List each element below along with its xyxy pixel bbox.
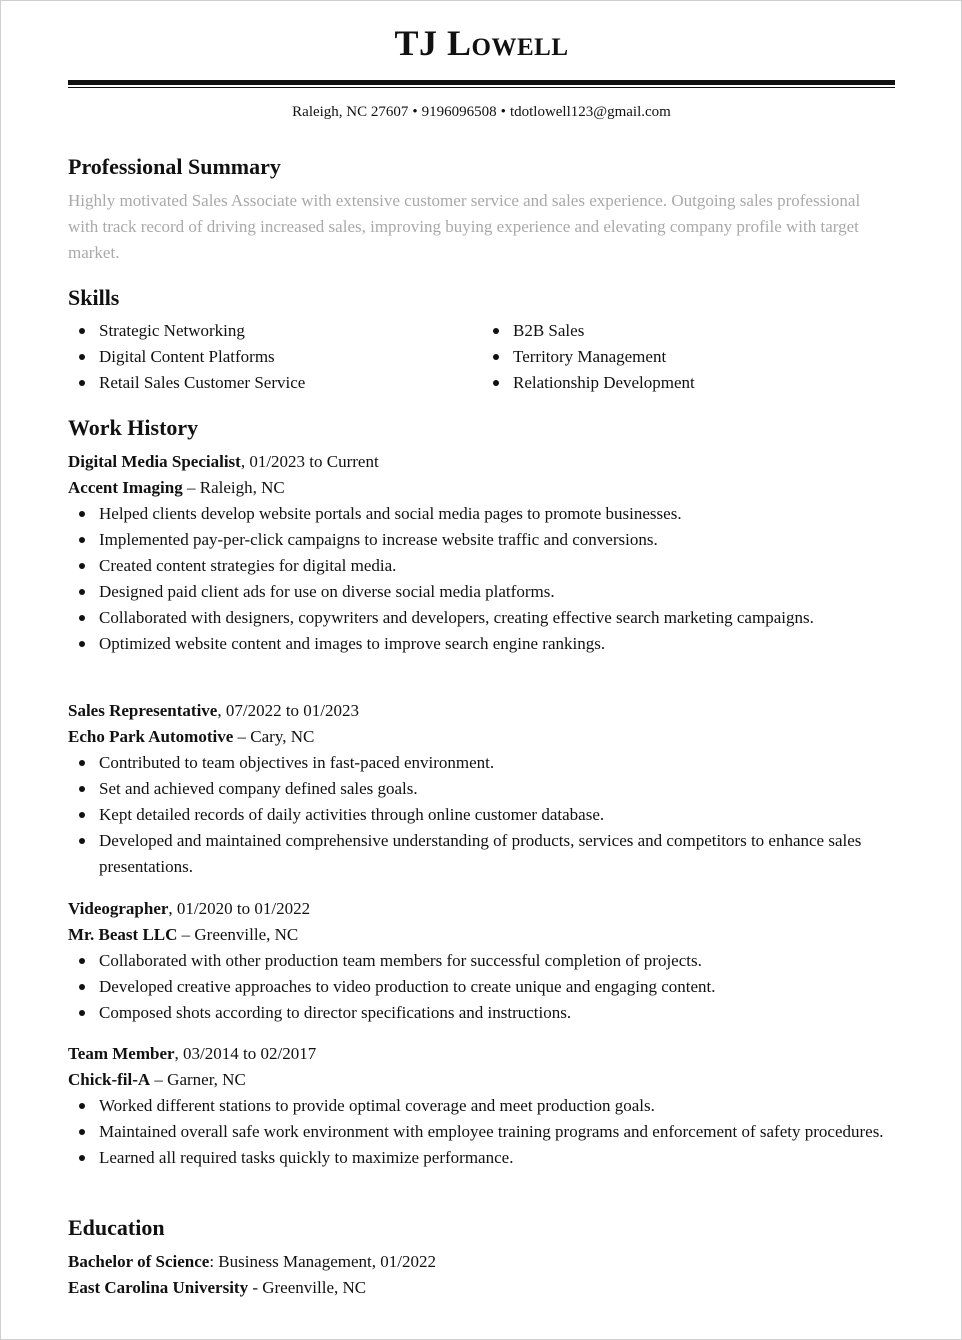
job-bullet: Created content strategies for digital media.	[68, 553, 895, 579]
job-entry	[68, 1041, 895, 1171]
job-title-line	[68, 1041, 895, 1067]
skills-heading: Skills	[68, 285, 120, 310]
job-company: Chick-fil-A	[68, 1070, 151, 1089]
job-bullet: Collaborated with other production team members for successful completion of projects.	[68, 948, 895, 974]
skill-item: B2B Sales	[482, 318, 695, 344]
skill-item: Strategic Networking	[68, 318, 305, 344]
job-bullet: Maintained overall safe work environment with employee training programs and enforcement of safety procedures.	[68, 1119, 926, 1145]
job-bullet: Composed shots according to director specifications and instructions.	[68, 1000, 895, 1026]
job-company: Accent Imaging	[68, 478, 183, 497]
header-divider-thin	[68, 87, 895, 88]
education-school: East Carolina University	[68, 1278, 249, 1297]
job-company: Echo Park Automotive	[68, 727, 234, 746]
job-title: Digital Media Specialist	[68, 452, 241, 471]
job-entry	[68, 698, 895, 880]
education-entry	[68, 1249, 895, 1301]
job-company: Mr. Beast LLC	[68, 925, 178, 944]
job-bullet: Worked different stations to provide optimal coverage and meet production goals.	[68, 1093, 895, 1119]
education-degree-detail: : Business Management, 01/2022	[209, 1252, 436, 1271]
contact-separator: •	[412, 104, 418, 120]
job-dates: , 03/2014 to 02/2017	[174, 1044, 317, 1063]
candidate-name: TJ Lowell	[394, 23, 569, 63]
job-bullets	[68, 501, 895, 657]
education-school-location: - Greenville, NC	[248, 1278, 367, 1297]
job-bullets	[68, 948, 895, 1026]
job-title: Team Member	[68, 1044, 175, 1063]
skill-item: Relationship Development	[482, 370, 695, 396]
skill-item: Territory Management	[482, 344, 695, 370]
skill-item: Retail Sales Customer Service	[68, 370, 305, 396]
skills-column-right	[482, 318, 695, 396]
job-bullet: Set and achieved company defined sales goals.	[68, 776, 895, 802]
education-heading: Education	[68, 1215, 165, 1240]
job-location: – Garner, NC	[150, 1070, 246, 1089]
job-bullet: Developed creative approaches to video production to create unique and engaging content.	[68, 974, 895, 1000]
job-bullet: Learned all required tasks quickly to maximize performance.	[68, 1145, 895, 1171]
job-dates: , 01/2023 to Current	[240, 452, 379, 471]
job-location: – Raleigh, NC	[182, 478, 285, 497]
job-title-line	[68, 698, 895, 724]
contact-phone: 9196096508	[421, 104, 497, 120]
job-bullet: Kept detailed records of daily activities through online customer database.	[68, 802, 895, 828]
job-title: Videographer	[68, 899, 169, 918]
job-dates: , 01/2020 to 01/2022	[168, 899, 311, 918]
job-dates: , 07/2022 to 01/2023	[217, 701, 360, 720]
job-bullets	[68, 1093, 895, 1171]
job-title: Sales Representative	[68, 701, 218, 720]
header-divider-thick	[68, 80, 895, 85]
job-entry	[68, 449, 895, 657]
job-bullet: Developed and maintained comprehensive understanding of products, services and competitors to enhance sales presentations.	[68, 828, 899, 880]
job-bullets	[68, 750, 895, 880]
education-degree: Bachelor of Science	[68, 1252, 210, 1271]
job-bullet: Designed paid client ads for use on diverse social media platforms.	[68, 579, 895, 605]
job-bullet: Collaborated with designers, copywriters and developers, creating effective search marketing campaigns.	[68, 605, 879, 631]
contact-line	[68, 102, 895, 122]
contact-separator: •	[500, 104, 506, 120]
contact-email: tdotlowell123@gmail.com	[509, 104, 671, 120]
job-location: – Cary, NC	[233, 727, 315, 746]
job-title-line	[68, 896, 895, 922]
education-school-line	[68, 1275, 895, 1301]
job-company-line	[68, 922, 895, 948]
job-bullet: Optimized website content and images to improve search engine rankings.	[68, 631, 895, 657]
job-company-line	[68, 1067, 895, 1093]
job-company-line	[68, 724, 895, 750]
summary-heading: Professional Summary	[68, 154, 281, 179]
job-bullet: Helped clients develop website portals and social media pages to promote businesses.	[68, 501, 895, 527]
job-entry	[68, 896, 895, 1026]
job-bullet: Contributed to team objectives in fast-paced environment.	[68, 750, 895, 776]
skill-item: Digital Content Platforms	[68, 344, 305, 370]
education-degree-line	[68, 1249, 895, 1275]
work-history-heading: Work History	[68, 415, 199, 440]
job-title-line	[68, 449, 895, 475]
job-company-line	[68, 475, 895, 501]
skills-column-left	[68, 318, 305, 396]
contact-location: Raleigh, NC 27607	[292, 104, 409, 120]
summary-text: Highly motivated Sales Associate with extensive customer service and sales experience. Outgoing sales professional with track record of driving increased sales, improving buying experience and elevating company profile with target market.	[68, 191, 861, 262]
job-location: – Greenville, NC	[177, 925, 299, 944]
job-bullet: Implemented pay-per-click campaigns to increase website traffic and conversions.	[68, 527, 895, 553]
